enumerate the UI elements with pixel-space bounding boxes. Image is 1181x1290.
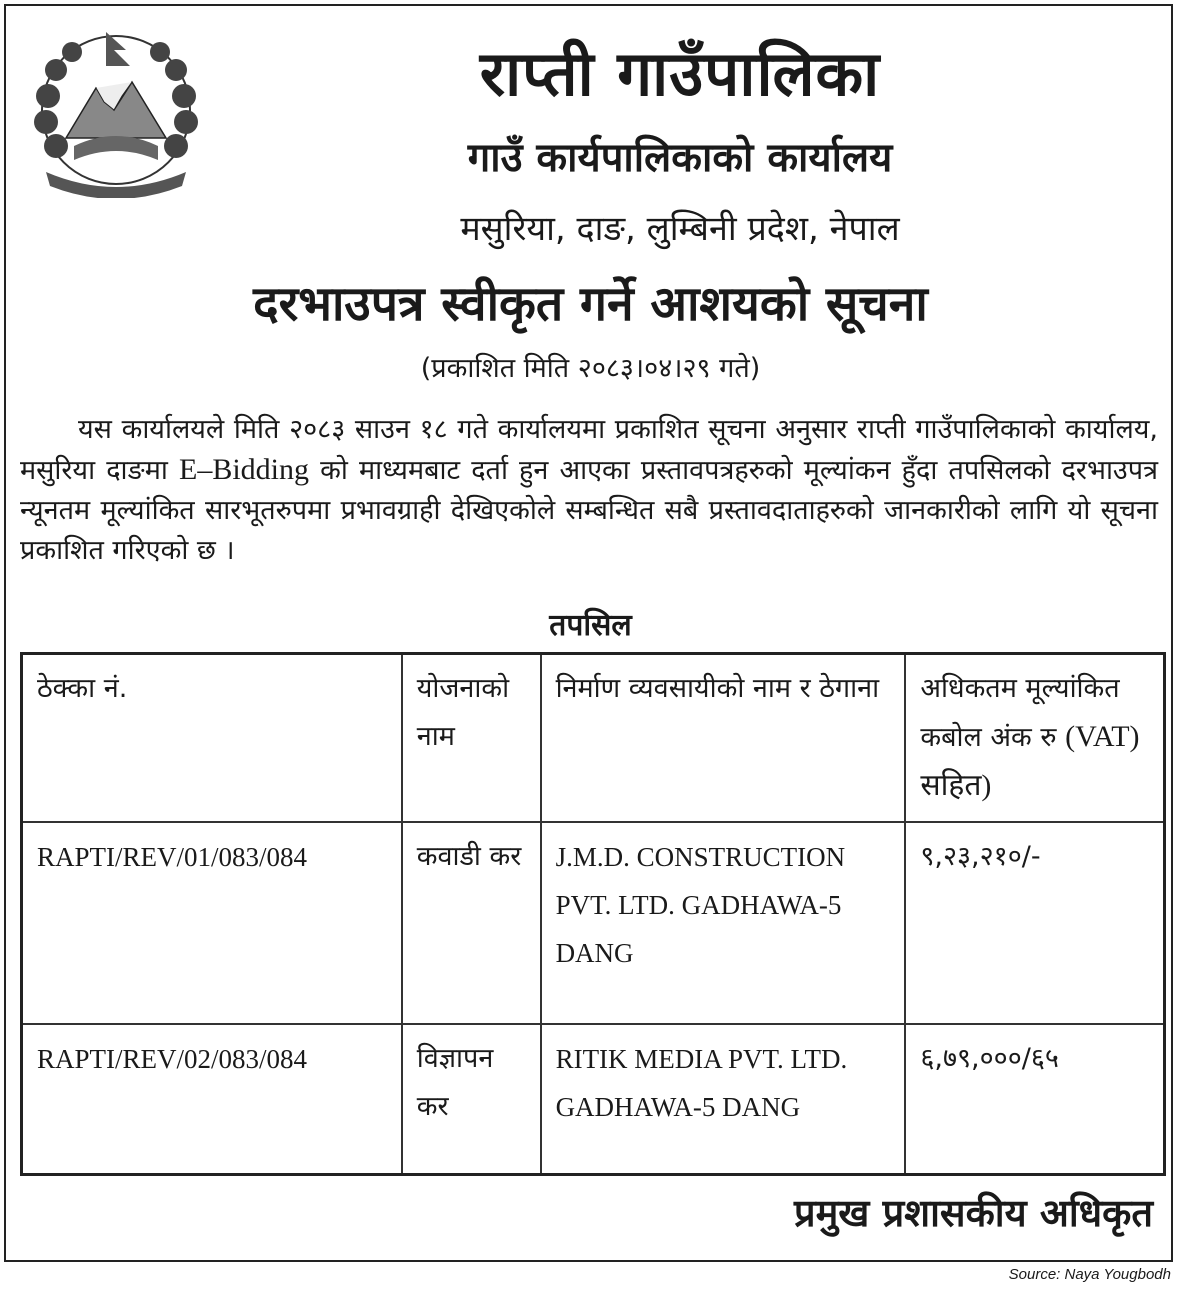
header-contractor: निर्माण व्यवसायीको नाम र ठेगाना	[541, 654, 906, 823]
row-contractor: RITIK MEDIA PVT. LTD. GADHAWA-5 DANG	[541, 1024, 906, 1174]
municipality-title: राप्ती गाउँपालिका	[479, 37, 881, 110]
signature-title: प्रमुख प्रशासकीय अधिकृत	[793, 1191, 1153, 1235]
row-project-name: विज्ञापन कर	[402, 1024, 541, 1174]
row-project-name: कवाडी कर	[402, 822, 541, 1024]
header-amount	[905, 654, 1164, 823]
header-contract-no: ठेक्का नं.	[22, 654, 402, 823]
notice-body-part1: यस कार्यालयले मिति २०८३ साउन १८ गते कार्यालयमा प्रकाशित सूचना अनुसार राप्ती गाउँपालिकाको कार्यालय, मसुरिया दाङमा	[20, 414, 1158, 486]
notice-title: दरभाउपत्र स्वीकृत गर्ने आशयको सूचना	[253, 276, 928, 332]
published-date: (प्रकाशित मिति २०८३।०४।२९ गते)	[420, 353, 761, 384]
bid-table	[20, 652, 1166, 1176]
source-credit: Source: Naya Yougbodh	[1008, 1266, 1171, 1283]
table-row	[22, 1024, 1165, 1174]
nepal-government-emblem-icon	[26, 26, 206, 198]
header-project-name: योजनाको नाम	[402, 654, 541, 823]
table-row	[22, 822, 1165, 1024]
office-name: गाउँ कार्यपालिकाको कार्यालय	[467, 135, 893, 181]
row-contractor: J.M.D. CONSTRUCTION PVT. LTD. GADHAWA-5 DANG	[541, 822, 906, 1024]
row-amount: ६,७९,०००/६५	[905, 1024, 1164, 1174]
table-header-row	[22, 654, 1165, 823]
tapasil-heading: तपसिल	[549, 608, 632, 643]
header-amount-vat: (VAT) सहित)	[920, 720, 1140, 802]
row-contract-no: RAPTI/REV/02/083/084	[22, 1024, 402, 1174]
notice-body-ebidding: E–Bidding	[179, 453, 310, 486]
office-address: मसुरिया, दाङ, लुम्बिनी प्रदेश, नेपाल	[460, 209, 900, 249]
notice-body-part2: को माध्यमबाट दर्ता हुन आएका प्रस्तावपत्रहरुको मूल्यांकन हुँदा तपसिलको दरभाउपत्र न्यूनतम मूल्यांकित सारभूतरुपमा प्रभावग्राही देखिएकोले सम्बन्धित सबै प्रस्तावदाताहरुको जानकारीको लागि यो सूचना प्रकाशित गरिएको छ ।	[20, 455, 1158, 566]
notice-body	[20, 410, 1158, 571]
row-amount: ९,२३,२१०/-	[905, 822, 1164, 1024]
row-contract-no: RAPTI/REV/01/083/084	[22, 822, 402, 1024]
header-amount-label: अधिकतम मूल्यांकित कबोल अंक रु	[920, 673, 1120, 753]
